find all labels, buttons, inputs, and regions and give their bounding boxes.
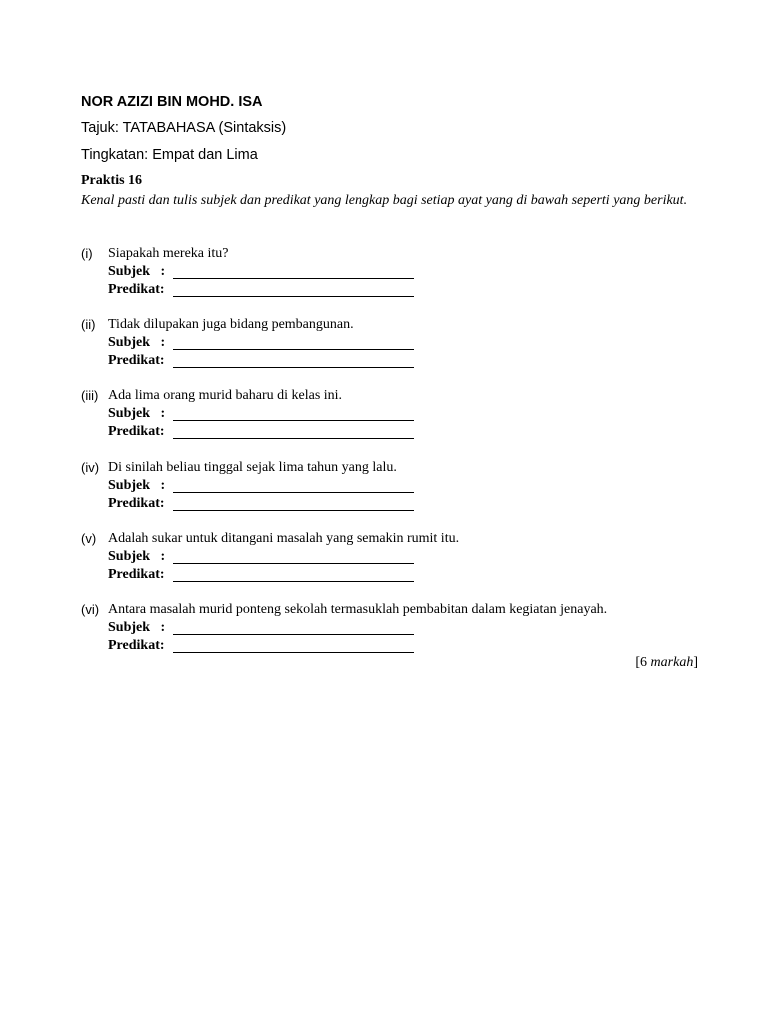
subjek-label: Subjek bbox=[108, 335, 151, 350]
subjek-label-row bbox=[108, 549, 165, 565]
question-text: Antara masalah murid ponteng sekolah termasuklah pembabitan dalam kegiatan jenayah. bbox=[108, 602, 608, 617]
subjek-colon: : bbox=[150, 264, 166, 279]
predikat-answer-line[interactable] bbox=[173, 367, 414, 368]
topic-line: Tajuk: TATABAHASA (Sintaksis) bbox=[81, 120, 287, 136]
predikat-label: Predikat: bbox=[108, 567, 165, 582]
predikat-label: Predikat: bbox=[108, 638, 165, 653]
author-name: NOR AZIZI BIN MOHD. ISA bbox=[81, 94, 263, 110]
predikat-answer-line[interactable] bbox=[173, 581, 414, 582]
question-text: Adalah sukar untuk ditangani masalah yang semakin rumit itu. bbox=[108, 531, 460, 546]
marks-label bbox=[635, 655, 698, 671]
subjek-label: Subjek bbox=[108, 478, 151, 493]
subjek-label: Subjek bbox=[108, 620, 151, 635]
subjek-colon: : bbox=[150, 335, 166, 350]
predikat-answer-line[interactable] bbox=[173, 438, 414, 439]
question-number: (i) bbox=[81, 246, 93, 261]
subjek-label: Subjek bbox=[108, 549, 151, 564]
subjek-colon: : bbox=[150, 620, 166, 635]
subjek-answer-line[interactable] bbox=[173, 349, 414, 350]
question-item bbox=[81, 531, 701, 587]
question-number: (v) bbox=[81, 531, 97, 546]
predikat-label: Predikat: bbox=[108, 282, 165, 297]
predikat-label: Predikat: bbox=[108, 424, 165, 439]
subjek-label-row bbox=[108, 406, 165, 422]
question-text: Tidak dilupakan juga bidang pembangunan. bbox=[108, 317, 354, 332]
subjek-label-row bbox=[108, 335, 165, 351]
subjek-label: Subjek bbox=[108, 264, 151, 279]
subjek-answer-line[interactable] bbox=[173, 492, 414, 493]
question-number: (vi) bbox=[81, 602, 100, 617]
subjek-label: Subjek bbox=[108, 406, 151, 421]
subjek-colon: : bbox=[150, 406, 166, 421]
predikat-answer-line[interactable] bbox=[173, 510, 414, 511]
predikat-answer-line[interactable] bbox=[173, 296, 414, 297]
subjek-answer-line[interactable] bbox=[173, 634, 414, 635]
predikat-label: Predikat: bbox=[108, 353, 165, 368]
question-number: (iii) bbox=[81, 388, 99, 403]
subjek-colon: : bbox=[150, 478, 166, 493]
subjek-label-row bbox=[108, 620, 165, 636]
question-number: (ii) bbox=[81, 317, 96, 332]
question-item bbox=[81, 388, 701, 444]
subjek-answer-line[interactable] bbox=[173, 278, 414, 279]
subjek-label-row bbox=[108, 478, 165, 494]
marks-word: markah bbox=[650, 655, 694, 670]
marks-open: [6 bbox=[635, 655, 651, 670]
marks-close: ] bbox=[693, 655, 698, 670]
question-text: Di sinilah beliau tinggal sejak lima tahun yang lalu. bbox=[108, 460, 397, 475]
subjek-answer-line[interactable] bbox=[173, 420, 414, 421]
practice-instruction: Kenal pasti dan tulis subjek dan predikat yang lengkap bagi setiap ayat yang di bawah seperti yang berikut. bbox=[81, 193, 688, 208]
question-item bbox=[81, 602, 701, 658]
form-level-line: Tingkatan: Empat dan Lima bbox=[81, 147, 258, 163]
practice-title: Praktis 16 bbox=[81, 173, 143, 188]
question-item bbox=[81, 460, 701, 516]
predikat-answer-line[interactable] bbox=[173, 652, 414, 653]
question-number: (iv) bbox=[81, 460, 100, 475]
subjek-colon: : bbox=[150, 549, 166, 564]
question-item bbox=[81, 246, 701, 302]
question-item bbox=[81, 317, 701, 373]
subjek-answer-line[interactable] bbox=[173, 563, 414, 564]
predikat-label: Predikat: bbox=[108, 496, 165, 511]
subjek-label-row bbox=[108, 264, 165, 280]
question-text: Siapakah mereka itu? bbox=[108, 246, 229, 261]
question-text: Ada lima orang murid baharu di kelas ini. bbox=[108, 388, 343, 403]
